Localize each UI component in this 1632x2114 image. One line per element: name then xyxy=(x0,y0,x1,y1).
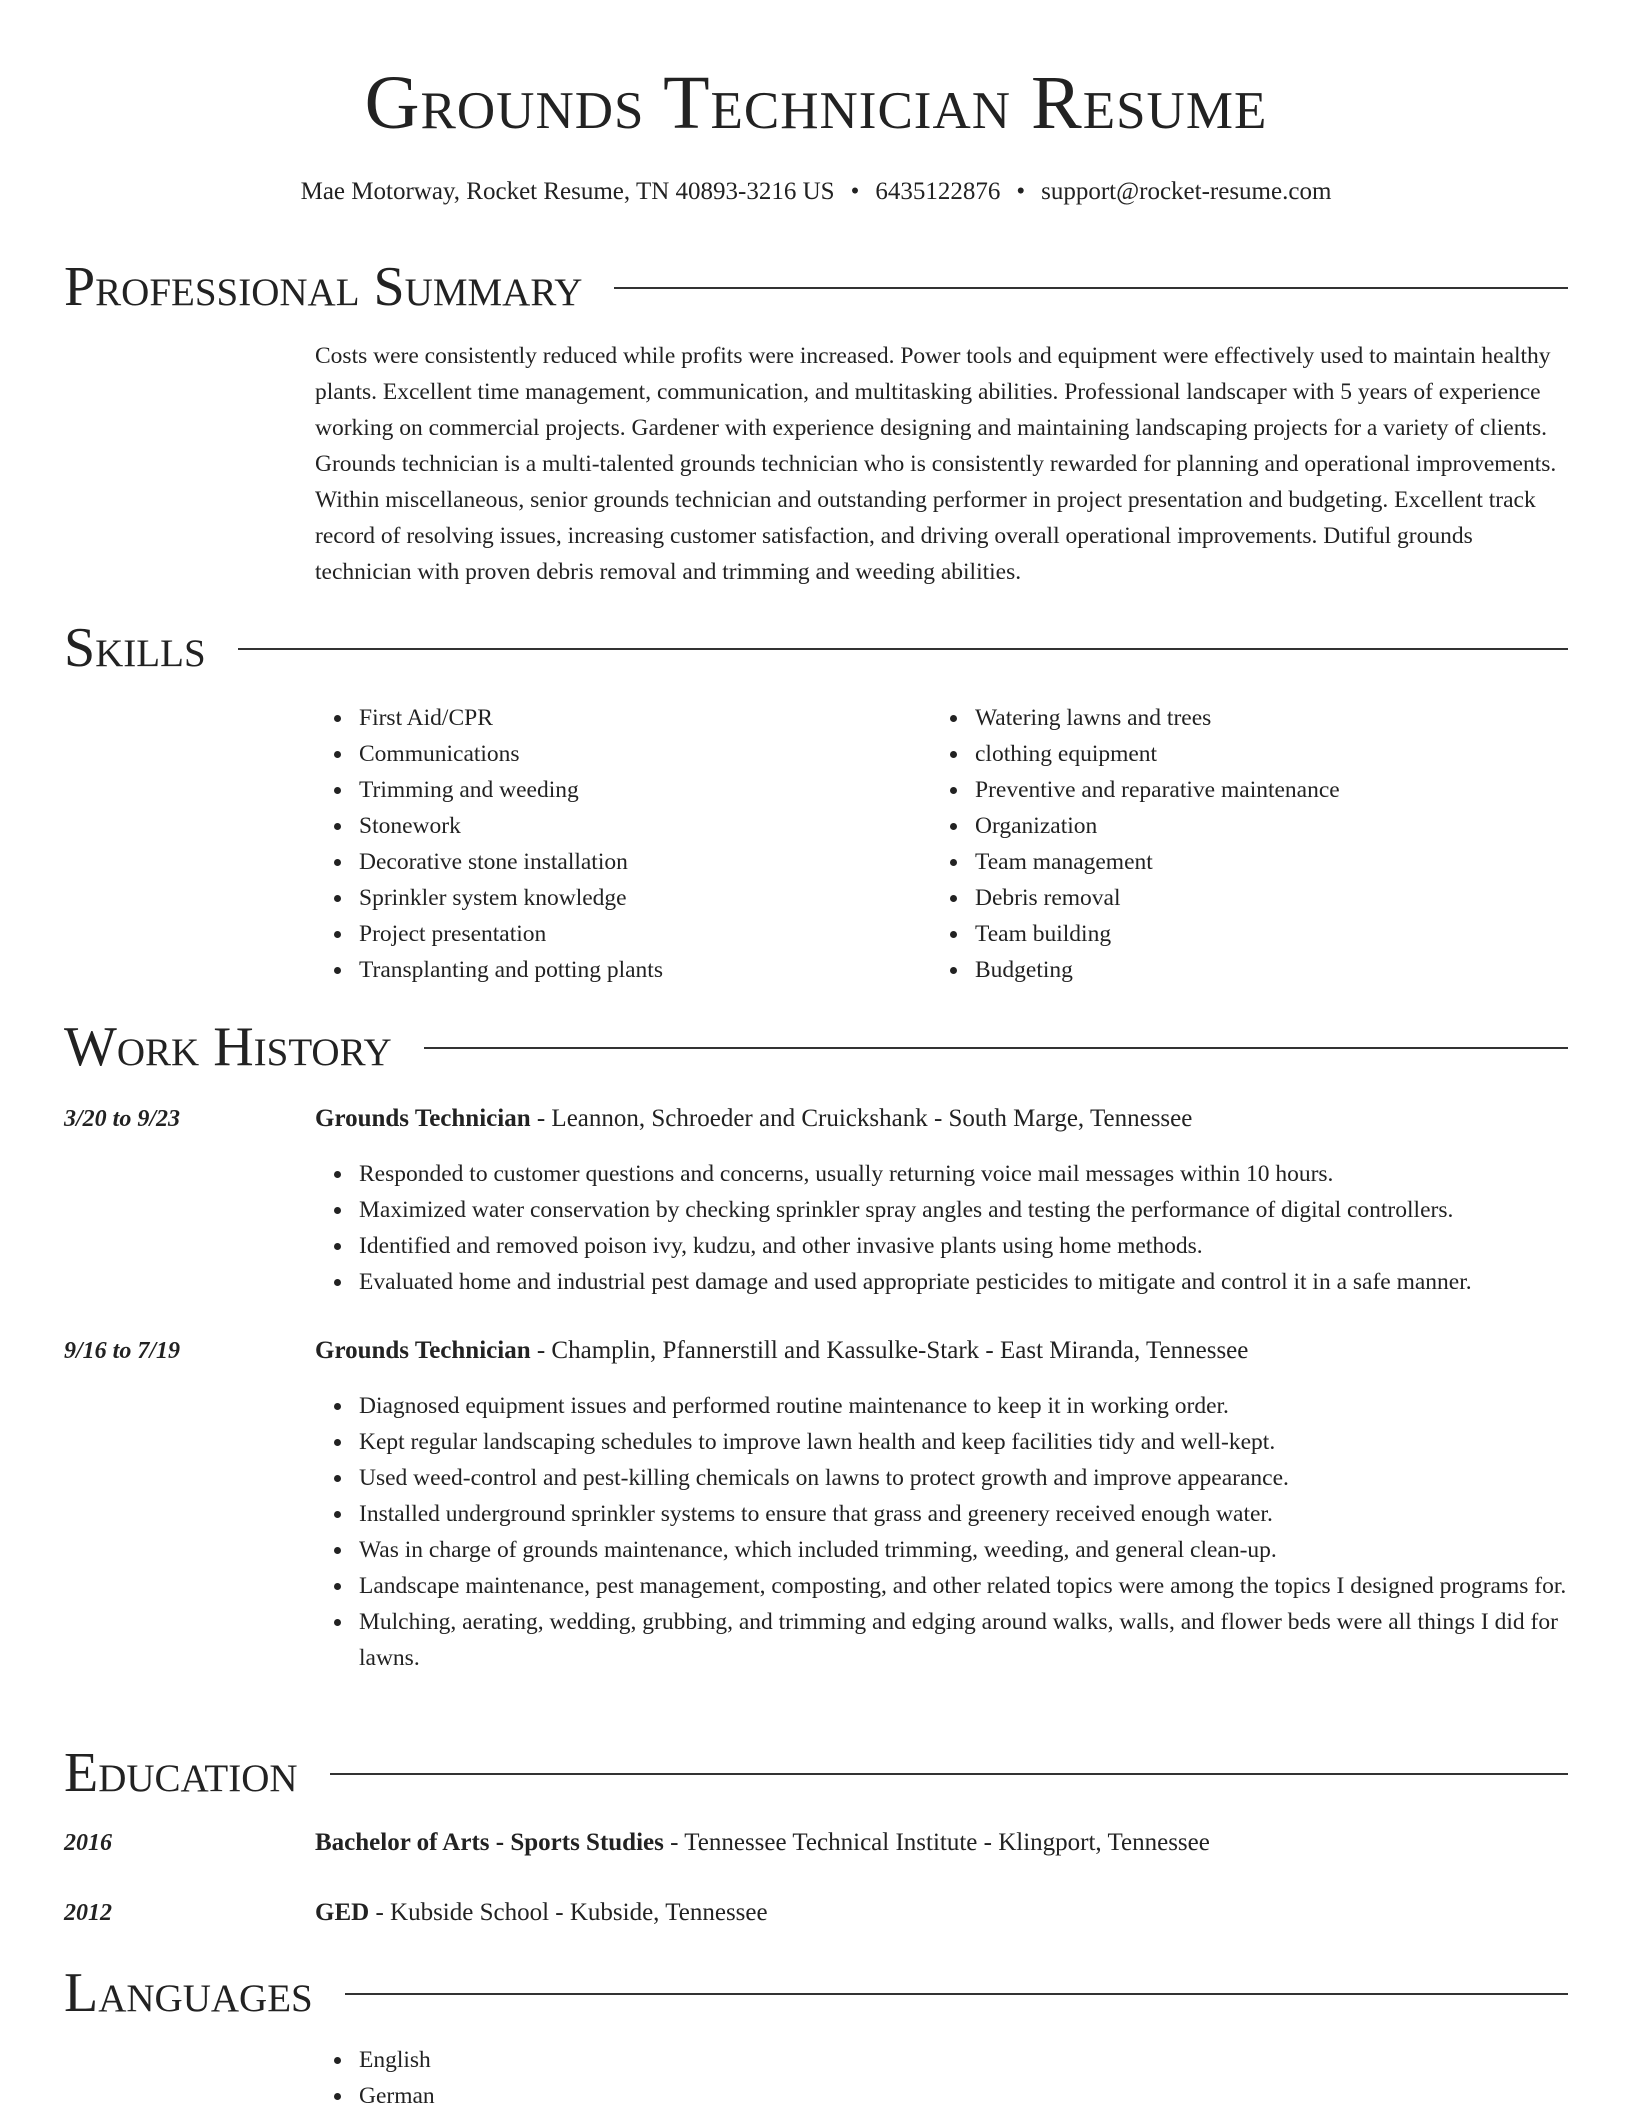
job-title: Grounds Technician xyxy=(315,1105,531,1132)
section-divider xyxy=(424,1047,1568,1049)
resume-title: Grounds Technician Resume xyxy=(364,61,1268,145)
contact-address: Mae Motorway, Rocket Resume, TN 40893-3216 US xyxy=(300,178,835,205)
skill-item: clothing equipment xyxy=(931,736,1568,772)
contact-separator: • xyxy=(850,178,860,205)
job-bullet: Diagnosed equipment issues and performed routine maintenance to keep it in working order. xyxy=(315,1388,1568,1424)
skill-item: Trimming and weeding xyxy=(315,772,915,808)
work-heading: Work History xyxy=(64,1016,392,1078)
education-school: - Kubside School - Kubside, Tennessee xyxy=(369,1899,768,1926)
job-bullet: Responded to customer questions and concerns, usually returning voice mail messages within 10 hours. xyxy=(315,1156,1568,1192)
contact-separator: • xyxy=(1016,178,1026,205)
skill-item: Organization xyxy=(931,808,1568,844)
education-year: 2016 xyxy=(64,1830,112,1856)
education-entry xyxy=(315,1826,1568,1860)
job-header xyxy=(315,1102,1568,1136)
job-bullet: Maximized water conservation by checking sprinkler spray angles and testing the performance of digital controllers. xyxy=(315,1192,1568,1228)
work-section-header xyxy=(64,1016,1568,1078)
job-bullet: Kept regular landscaping schedules to improve lawn health and keep facilities tidy and well-kept. xyxy=(315,1424,1568,1460)
job-bullet: Identified and removed poison ivy, kudzu, and other invasive plants using home methods. xyxy=(315,1228,1568,1264)
skill-item: Transplanting and potting plants xyxy=(315,952,915,988)
skill-item: Sprinkler system knowledge xyxy=(315,880,915,916)
skill-item: Communications xyxy=(315,736,915,772)
skills-heading: Skills xyxy=(64,617,206,679)
language-item: English xyxy=(315,2042,1568,2078)
job-bullet: Landscape maintenance, pest management, composting, and other related topics were among the topics I designed programs for. xyxy=(315,1568,1568,1604)
education-degree: Bachelor of Arts - Sports Studies xyxy=(315,1829,664,1856)
contact-email: support@rocket-resume.com xyxy=(1041,178,1332,205)
job-employer: - Champlin, Pfannerstill and Kassulke-Stark - East Miranda, Tennessee xyxy=(530,1337,1249,1364)
job-bullets xyxy=(315,1156,1568,1300)
job-bullet: Evaluated home and industrial pest damage and used appropriate pesticides to mitigate and control it in a safe manner. xyxy=(315,1264,1568,1300)
education-section-header xyxy=(64,1742,1568,1804)
education-school: - Tennessee Technical Institute - Klingport, Tennessee xyxy=(663,1829,1210,1856)
skill-item: Project presentation xyxy=(315,916,915,952)
summary-text: Costs were consistently reduced while profits were increased. Power tools and equipment were effectively used to maintain healthy plants. Excellent time management, communication, and multitasking abilities. Professional landscaper with 5 years of experience working on commercial projects. Gardener with experience designing and maintaining landscaping projects for a variety of clients. Grounds technician is a multi-talented grounds technician who is consistently rewarded for planning and operational improvements. Within miscellaneous, senior grounds technician and outstanding performer in project presentation and budgeting. Excellent track record of resolving issues, increasing customer satisfaction, and driving overall operational improvements. Dutiful grounds technician with proven debris removal and trimming and weeding abilities. xyxy=(315,343,1557,585)
job-bullets xyxy=(315,1388,1568,1676)
job-bullet: Was in charge of grounds maintenance, which included trimming, weeding, and general clean-up. xyxy=(315,1532,1568,1568)
section-divider xyxy=(614,287,1568,289)
section-divider xyxy=(238,648,1568,650)
skill-item: Preventive and reparative maintenance xyxy=(931,772,1568,808)
skill-item: Stonework xyxy=(315,808,915,844)
skill-item: Debris removal xyxy=(931,880,1568,916)
education-heading: Education xyxy=(64,1742,298,1804)
languages-heading: Languages xyxy=(64,1962,313,2024)
languages-section-header xyxy=(64,1962,1568,2024)
languages-list xyxy=(315,2042,1568,2114)
job-employer: - Leannon, Schroeder and Cruickshank - South Marge, Tennessee xyxy=(530,1105,1193,1132)
contact-phone: 6435122876 xyxy=(875,178,1001,205)
contact-line xyxy=(64,176,1568,208)
skill-item: Watering lawns and trees xyxy=(931,700,1568,736)
education-year: 2012 xyxy=(64,1900,112,1926)
summary-section-header xyxy=(64,256,1568,318)
skill-item: Team building xyxy=(931,916,1568,952)
section-divider xyxy=(345,1993,1568,1995)
summary-heading: Professional Summary xyxy=(64,256,583,318)
skill-item: Decorative stone installation xyxy=(315,844,915,880)
skills-section-header xyxy=(64,617,1568,679)
skills-list-right xyxy=(931,700,1568,988)
education-entry xyxy=(315,1896,1568,1930)
job-bullet: Installed underground sprinkler systems to ensure that grass and greenery received enough water. xyxy=(315,1496,1568,1532)
job-dates: 9/16 to 7/19 xyxy=(64,1338,181,1364)
job-title: Grounds Technician xyxy=(315,1337,531,1364)
skill-item: Team management xyxy=(931,844,1568,880)
skills-list-left xyxy=(315,700,915,988)
language-item: German xyxy=(315,2078,1568,2114)
job-bullet: Mulching, aerating, wedding, grubbing, and trimming and edging around walks, walls, and flower beds were all things I did for lawns. xyxy=(315,1604,1568,1676)
job-bullet: Used weed-control and pest-killing chemicals on lawns to protect growth and improve appearance. xyxy=(315,1460,1568,1496)
job-header xyxy=(315,1334,1568,1368)
job-dates: 3/20 to 9/23 xyxy=(64,1106,181,1132)
skill-item: Budgeting xyxy=(931,952,1568,988)
section-divider xyxy=(330,1773,1568,1775)
skill-item: First Aid/CPR xyxy=(315,700,915,736)
education-degree: GED xyxy=(315,1899,370,1926)
